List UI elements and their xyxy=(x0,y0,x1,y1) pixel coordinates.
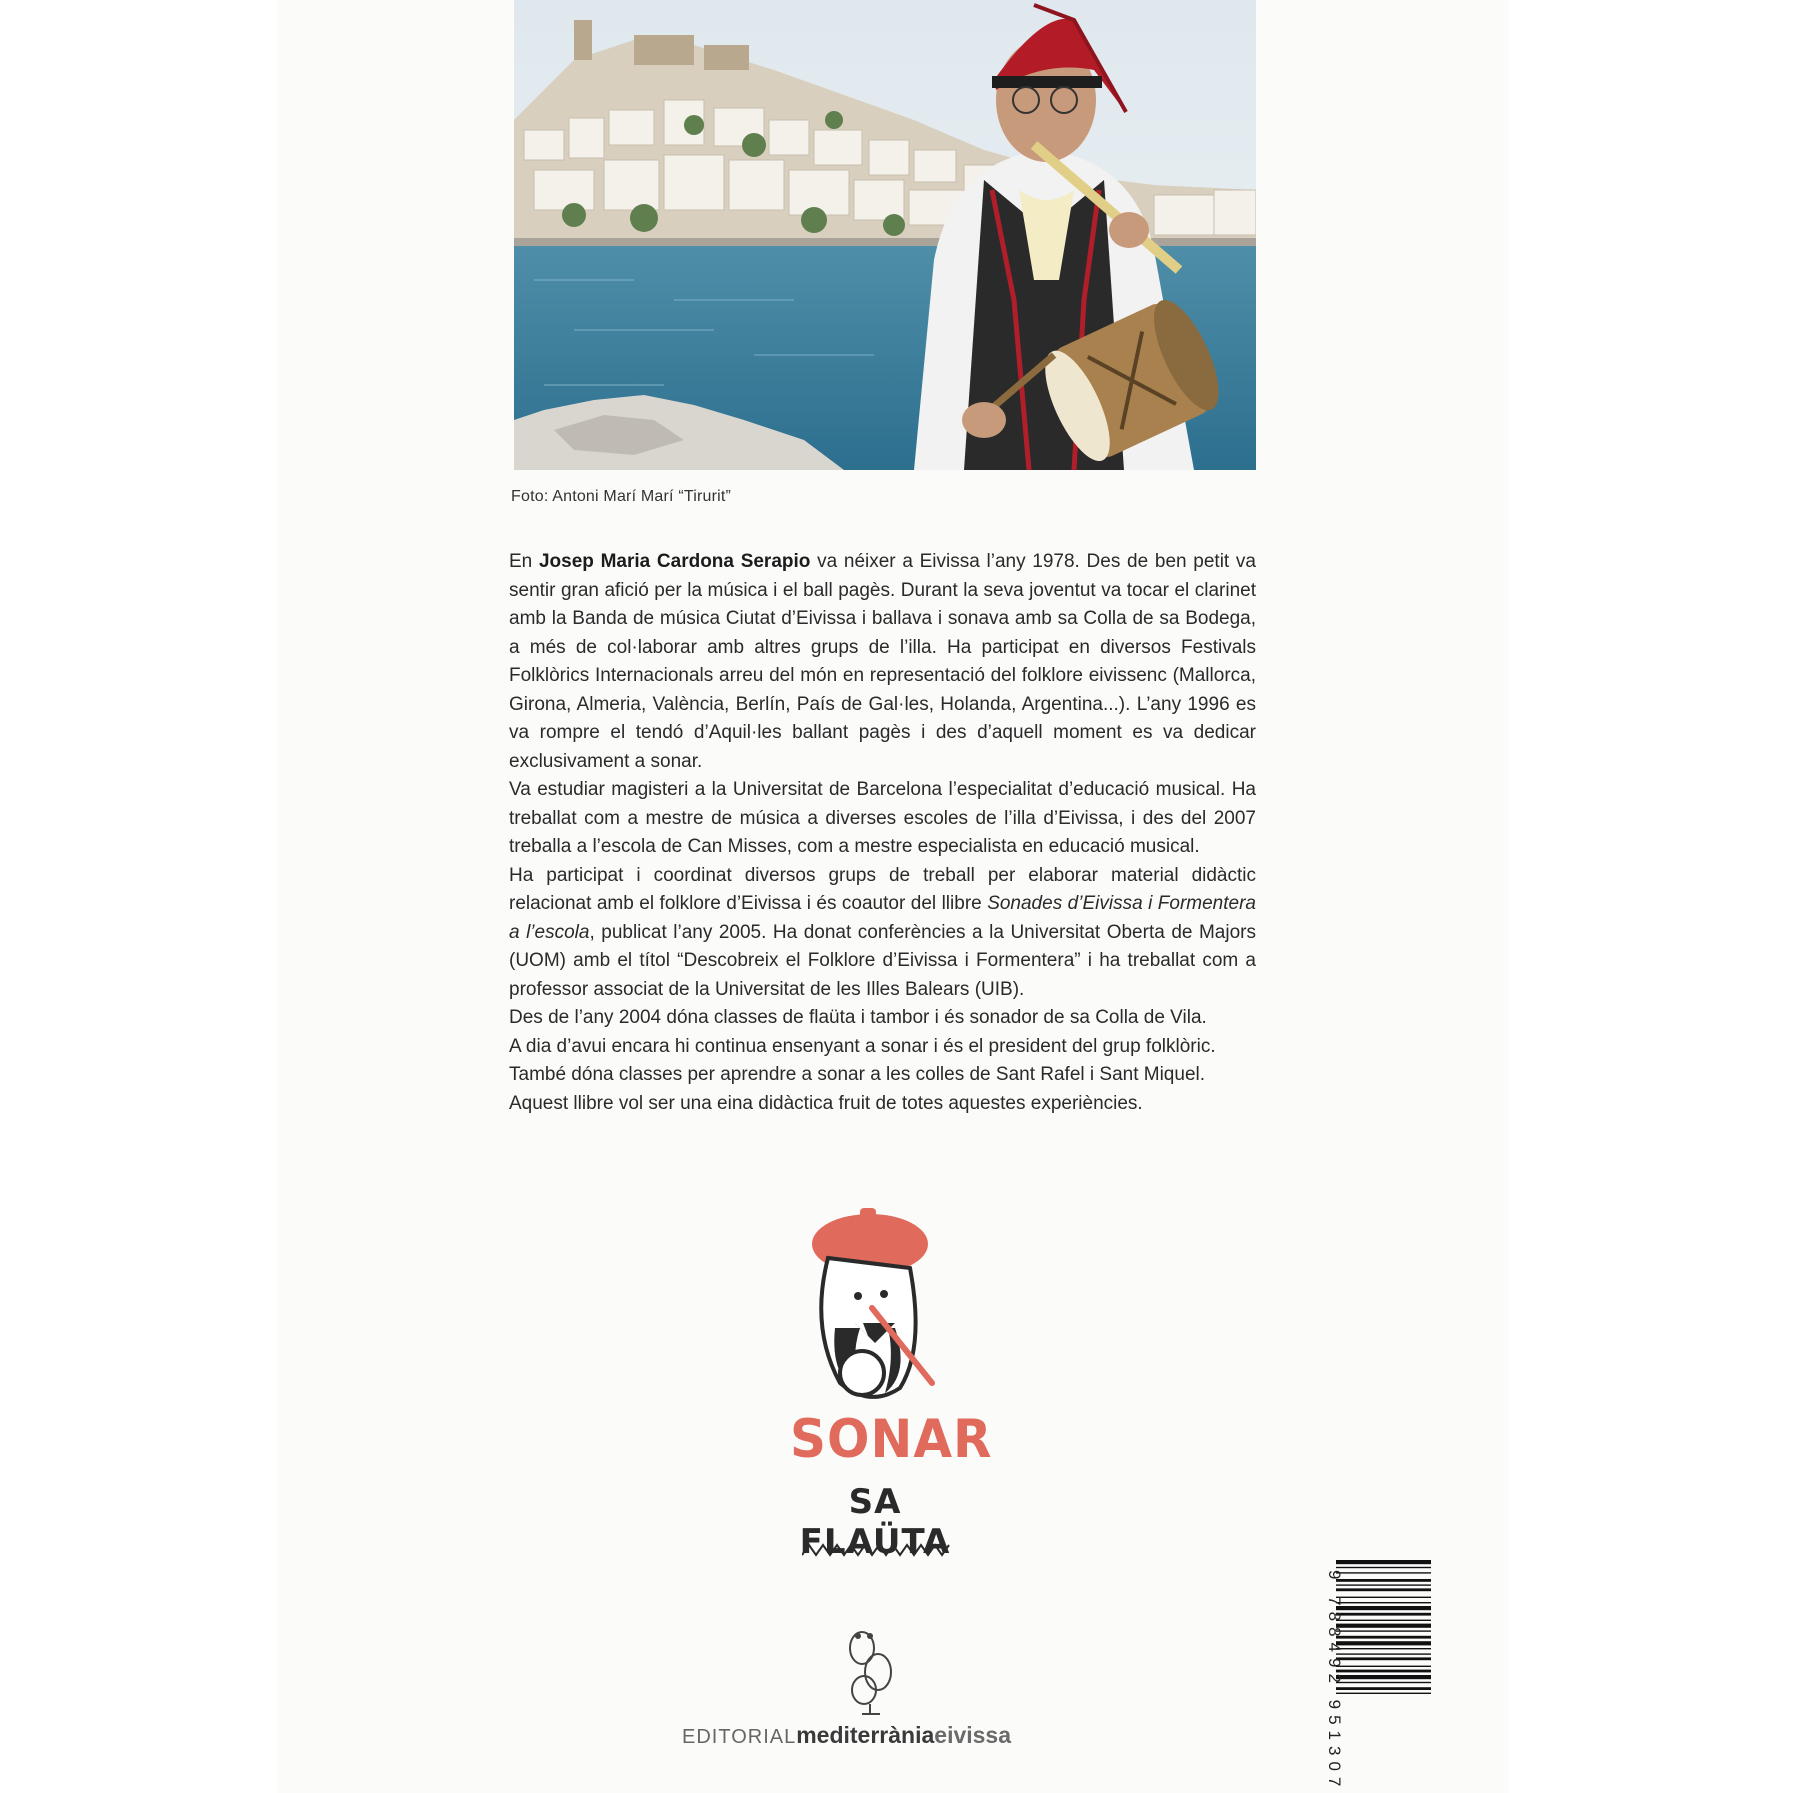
barcode-bar xyxy=(1336,1620,1431,1621)
barcode-bar xyxy=(1336,1687,1431,1690)
barcode-bar xyxy=(1336,1567,1431,1568)
barcode-bar xyxy=(1336,1560,1431,1564)
flute-player-mascot-icon xyxy=(800,1208,950,1413)
book-title: Sonades d’Eivissa i Formentera a l’escola xyxy=(509,893,1256,943)
barcode-bar xyxy=(1336,1636,1431,1639)
barcode-bar xyxy=(1336,1624,1431,1628)
publisher-name: EDITORIALmediterràniaeivissa xyxy=(682,1722,1012,1748)
barcode-bar xyxy=(1336,1675,1431,1679)
bio-paragraph-6: També dóna classes per aprendre a sonar a les colles de Sant Rafel i Sant Miquel. xyxy=(509,1064,1206,1085)
zigzag-ornament-icon xyxy=(802,1543,952,1562)
bio-paragraph-1: En Josep Maria Cardona Serapio va néixer a Eivissa l’any 1978. Des de ben petit va sentir gran afició per la música i el ball pagès. Durant la seva joventut va tocar el clarinet amb la Banda de música Ciutat d’Eivissa i ballava i sonava amb sa Colla de sa Bodega, a més de col·laborar amb altres grups de l’illa. Ha participat en diversos Festivals Folklòrics Internacionals arreu del món en representació del folklore eivissenc (Mallorca, Girona, Almeria, València, Berlín, País de Gal·les, Holanda, Argentina...). L’any 1996 es va rompre el tendó d’Aquil·les ballant pagès i des d’aquell moment es va dedicar exclusivament a sonar. xyxy=(509,551,1256,772)
author-name: Josep Maria Cardona Serapio xyxy=(538,551,811,572)
barcode-bar xyxy=(1336,1682,1431,1683)
bio-paragraph-5: A dia d’avui encara hi continua ensenyant a sonar i és el president del grup folklòric. xyxy=(509,1035,1216,1057)
barcode-bar xyxy=(1336,1693,1431,1694)
barcode-bar xyxy=(1336,1657,1431,1660)
barcode-bar xyxy=(1336,1613,1431,1616)
bio-paragraph-3: Ha participat i coordinat diversos grups de treball per elaborar material didàctic relacionat amb el folklore d’Eivissa i és coautor del llibre Sonades d’Eivissa i Formentera a l’escola, publicat l’any 2005. Ha donat conferències a la Universitat Oberta de Majors (UOM) amb el títol “Descobreix el Folklore d’Eivissa i Formentera” i ha treballat com a professor associat de la Universitat de les Illes Balears (UIB). xyxy=(509,864,1256,1000)
author-bio xyxy=(509,548,1256,1118)
barcode-bar xyxy=(1336,1653,1431,1654)
logo-title: SONAR xyxy=(790,1408,993,1470)
bio-paragraph-2: Va estudiar magisteri a la Universitat de Barcelona l’especialitat d’educació musical. Ha treballat com a mestre de música a diverses escoles de l’illa d’Eivissa, i des del 2007 treballa a l’escola de Can Misses, com a mestre especialista en educació musical. xyxy=(509,779,1256,857)
barcode-bar xyxy=(1336,1602,1431,1603)
barcode-bar xyxy=(1336,1648,1431,1649)
cactus-icon xyxy=(840,1630,900,1720)
bio-paragraph-7: Aquest llibre vol ser una eina didàctica fruit de totes aquestes experiències. xyxy=(509,1092,1143,1114)
barcode-bar xyxy=(1336,1588,1431,1591)
logo-subtitle: SA FLAÜTA xyxy=(799,1482,951,1562)
barcode-bar xyxy=(1336,1579,1431,1582)
isbn-number: 9 788492 951307 xyxy=(1325,1570,1344,1793)
barcode-bar xyxy=(1336,1630,1431,1631)
barcode-bar xyxy=(1336,1584,1431,1585)
barcode-bar xyxy=(1336,1666,1431,1667)
barcode-bar xyxy=(1336,1670,1431,1673)
barcode-bar xyxy=(1336,1597,1431,1598)
barcode-bar xyxy=(1336,1572,1431,1573)
barcode-bar xyxy=(1336,1641,1431,1645)
barcode xyxy=(1336,1558,1431,1743)
photo-caption: Foto: Antoni Marí Marí “Tirurit” xyxy=(511,488,732,505)
barcode-bar xyxy=(1336,1606,1431,1610)
cover-photo xyxy=(514,0,1256,470)
bio-paragraph-4: Des de l’any 2004 dóna classes de flaüta i tambor i és sonador de sa Colla de Vila. xyxy=(509,1007,1207,1028)
